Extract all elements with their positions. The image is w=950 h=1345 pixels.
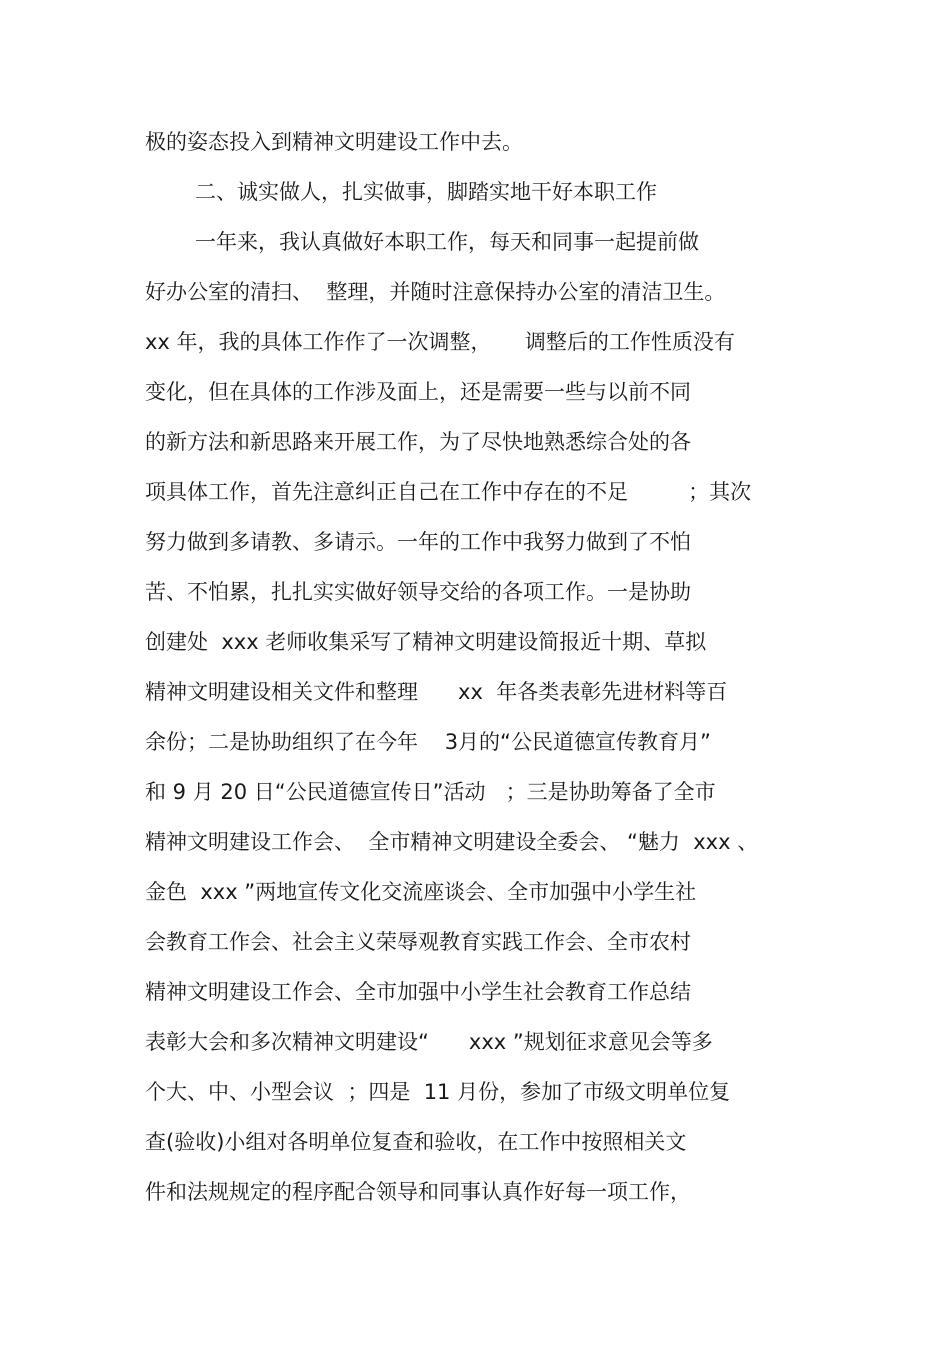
text-line: 精神文明建设工作会、 全市精神文明建设全委会、 “魅力 xxx 、 xyxy=(145,830,759,854)
text-line: 创建处 xxx 老师收集采写了精神文明建设简报近十期、草拟 xyxy=(145,630,707,654)
text-line: 查(验收)小组对各明单位复查和验收，在工作中按照相关文 xyxy=(145,1130,687,1154)
text-line: 和 9 月 20 日“公民道德宣传日”活动 ；三是协助筹备了全市 xyxy=(145,780,716,804)
text-line: 个大、中、小型会议 ；四是 11 月份，参加了市级文明单位复 xyxy=(145,1080,731,1104)
text-line: 会教育工作会、社会主义荣辱观教育实践工作会、全市农村 xyxy=(145,930,691,954)
text-line: 精神文明建设相关文件和整理 xx 年各类表彰先进材料等百 xyxy=(145,680,728,704)
text-line: xx 年，我的具体工作作了一次调整， 调整后的工作性质没有 xyxy=(145,330,735,354)
text-line: 金色 xxx ”两地宣传文化交流座谈会、全市加强中小学生社 xyxy=(145,880,697,904)
text-line: 件和法规规定的程序配合领导和同事认真作好每一项工作， xyxy=(145,1180,691,1204)
text-line: 表彰大会和多次精神文明建设“ xxx ”规划征求意见会等多 xyxy=(145,1030,713,1054)
section-heading: 二、诚实做人，扎实做事，脚踏实地干好本职工作 xyxy=(195,180,657,204)
text-line: 好办公室的清扫、 整理，并随时注意保持办公室的清洁卫生。 xyxy=(145,280,726,304)
text-line: 一年来，我认真做好本职工作，每天和同事一起提前做 xyxy=(195,230,699,254)
text-line: 项具体工作，首先注意纠正自己在工作中存在的不足 ；其次 xyxy=(145,480,752,504)
text-line: 努力做到多请教、多请示。一年的工作中我努力做到了不怕 xyxy=(145,530,691,554)
text-line: 余份；二是协助组织了在今年 3月的“公民道德宣传教育月” xyxy=(145,730,711,754)
text-line: 精神文明建设工作会、全市加强中小学生社会教育工作总结 xyxy=(145,980,691,1004)
text-line: 苦、不怕累，扎扎实实做好领导交给的各项工作。一是协助 xyxy=(145,580,691,604)
text-line: 极的姿态投入到精神文明建设工作中去。 xyxy=(145,130,523,154)
text-line: 变化，但在具体的工作涉及面上，还是需要一些与以前不同 xyxy=(145,380,691,404)
text-line: 的新方法和新思路来开展工作，为了尽快地熟悉综合处的各 xyxy=(145,430,691,454)
